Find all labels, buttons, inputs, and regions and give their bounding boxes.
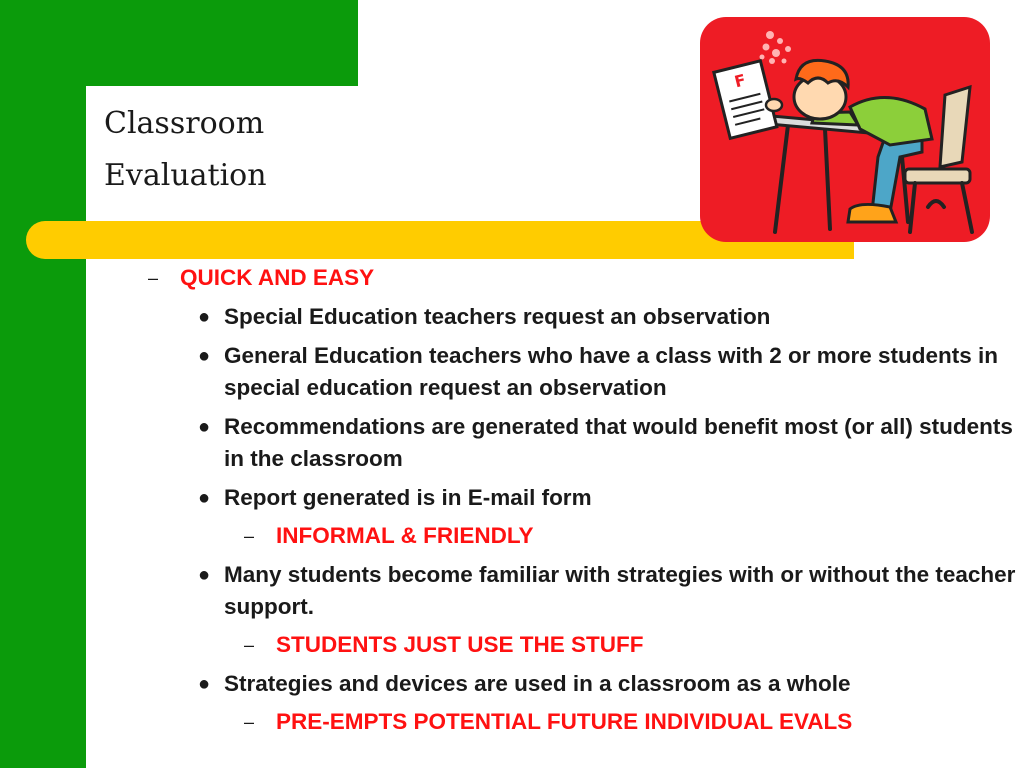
subpoint-item	[140, 706, 1020, 738]
bullet-marker: ●	[198, 564, 211, 586]
dash-marker: –	[244, 526, 255, 546]
section-heading	[140, 262, 1020, 294]
heading-text: QUICK AND EASY	[180, 265, 375, 290]
subpoint-item	[140, 629, 1020, 661]
title-line-1: Classroom	[104, 106, 265, 141]
bullet-item	[140, 340, 1020, 404]
bullet-item	[140, 482, 1020, 514]
bullet-marker: ●	[198, 306, 211, 328]
dash-marker: –	[244, 635, 255, 655]
bullet-text: Recommendations are generated that would benefit most (or all) students in the classroom	[224, 414, 1013, 471]
subpoint-item	[140, 520, 1020, 552]
dash-marker: –	[244, 712, 255, 732]
bullet-text: General Education teachers who have a class with 2 or more students in special education request an observation	[224, 343, 998, 400]
bullet-item	[140, 301, 1020, 333]
subpoint-text: PRE-EMPTS POTENTIAL FUTURE INDIVIDUAL EVALS	[276, 709, 853, 734]
slide-content	[140, 262, 1020, 738]
dash-marker: –	[148, 268, 159, 288]
bullet-text: Report generated is in E-mail form	[224, 485, 592, 510]
bullet-text: Strategies and devices are used in a classroom as a whole	[224, 671, 851, 696]
bullet-text: Many students become familiar with strategies with or without the teacher support.	[224, 562, 1016, 619]
subpoint-text: INFORMAL & FRIENDLY	[276, 523, 534, 548]
svg-text:F: F	[732, 70, 748, 92]
bullet-item	[140, 668, 1020, 700]
frustrated-student-failing-grade-icon	[700, 17, 990, 242]
bullet-marker: ●	[198, 487, 211, 509]
bullet-marker: ●	[198, 673, 211, 695]
bullet-item	[140, 411, 1020, 475]
slide-title	[104, 98, 267, 202]
title-line-2: Evaluation	[104, 158, 267, 193]
subpoint-text: STUDENTS JUST USE THE STUFF	[276, 632, 644, 657]
left-green-bar	[0, 0, 86, 768]
top-green-block	[86, 0, 358, 86]
bullet-item	[140, 559, 1020, 623]
bullet-text: Special Education teachers request an observation	[224, 304, 771, 329]
bullet-marker: ●	[198, 345, 211, 367]
bullet-marker: ●	[198, 416, 211, 438]
